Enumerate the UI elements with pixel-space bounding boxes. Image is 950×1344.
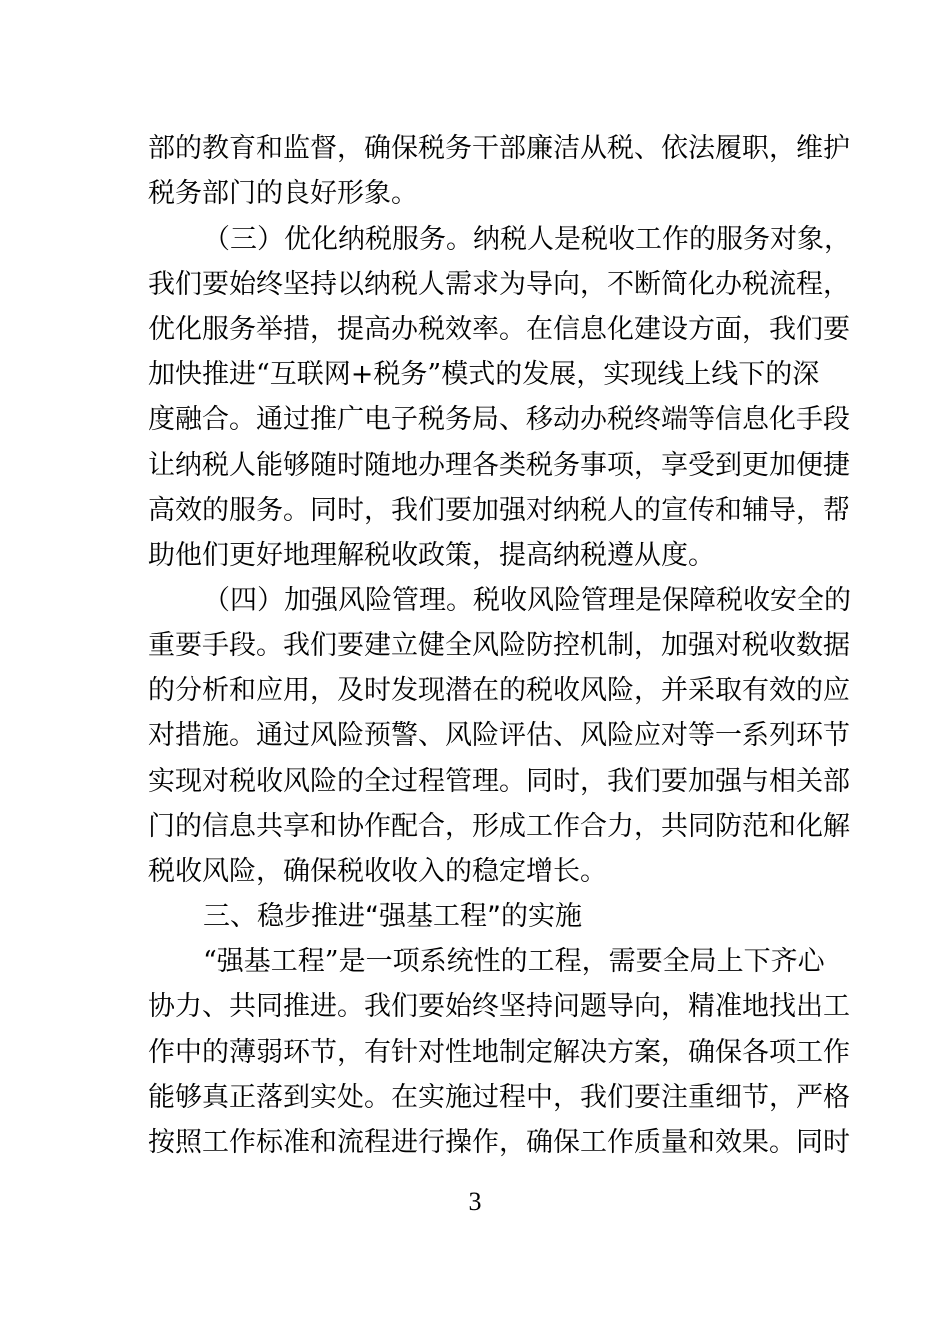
- body-text-line: 门的信息共享和协作配合，形成工作合力，共同防范和化解: [148, 811, 850, 842]
- section-paragraph-start: “强基工程”是一项系统性的工程，需要全局上下齐心: [203, 946, 825, 977]
- subsection-paragraph-start: （四）加强风险管理。税收风险管理是保障税收安全的: [203, 585, 851, 616]
- body-text-line: 度融合。通过推广电子税务局、移动办税终端等信息化手段: [148, 404, 850, 435]
- body-text-line: 优化服务举措，提高办税效率。在信息化建设方面，我们要: [148, 314, 850, 345]
- page-number: 3: [468, 1187, 482, 1216]
- body-text-line: 能够真正落到实处。在实施过程中，我们要注重细节，严格: [148, 1082, 850, 1113]
- subsection-paragraph-start: （三）优化纳税服务。纳税人是税收工作的服务对象，: [203, 224, 851, 255]
- body-text-line: 我们要始终坚持以纳税人需求为导向，不断简化办税流程，: [148, 269, 850, 300]
- body-text-line: 重要手段。我们要建立健全风险防控机制，加强对税收数据: [148, 630, 850, 661]
- body-text-line: 高效的服务。同时，我们要加强对纳税人的宣传和辅导，帮: [148, 495, 850, 526]
- body-text-line: 按照工作标准和流程进行操作，确保工作质量和效果。同时: [148, 1127, 850, 1158]
- body-text-line: 实现对税收风险的全过程管理。同时，我们要加强与相关部: [148, 766, 850, 797]
- body-text-line: 对措施。通过风险预警、风险评估、风险应对等一系列环节: [148, 720, 850, 751]
- body-text-line: 税务部门的良好形象。: [148, 178, 418, 209]
- body-text-line: 的分析和应用，及时发现潜在的税收风险，并采取有效的应: [148, 675, 850, 706]
- body-text-line: 协力、共同推进。我们要始终坚持问题导向，精准地找出工: [148, 991, 850, 1022]
- body-text-line: 加快推进“互联网+税务”模式的发展，实现线上线下的深: [148, 359, 820, 390]
- section-heading: 三、稳步推进“强基工程”的实施: [203, 901, 582, 932]
- body-text-line: 部的教育和监督，确保税务干部廉洁从税、依法履职，维护: [148, 133, 850, 164]
- body-text-line: 让纳税人能够随时随地办理各类税务事项，享受到更加便捷: [148, 450, 850, 481]
- body-text-line: 作中的薄弱环节，有针对性地制定解决方案，确保各项工作: [148, 1037, 850, 1068]
- body-text-line: 税收风险，确保税收收入的稳定增长。: [148, 856, 607, 887]
- body-text-line: 助他们更好地理解税收政策，提高纳税遵从度。: [148, 540, 715, 571]
